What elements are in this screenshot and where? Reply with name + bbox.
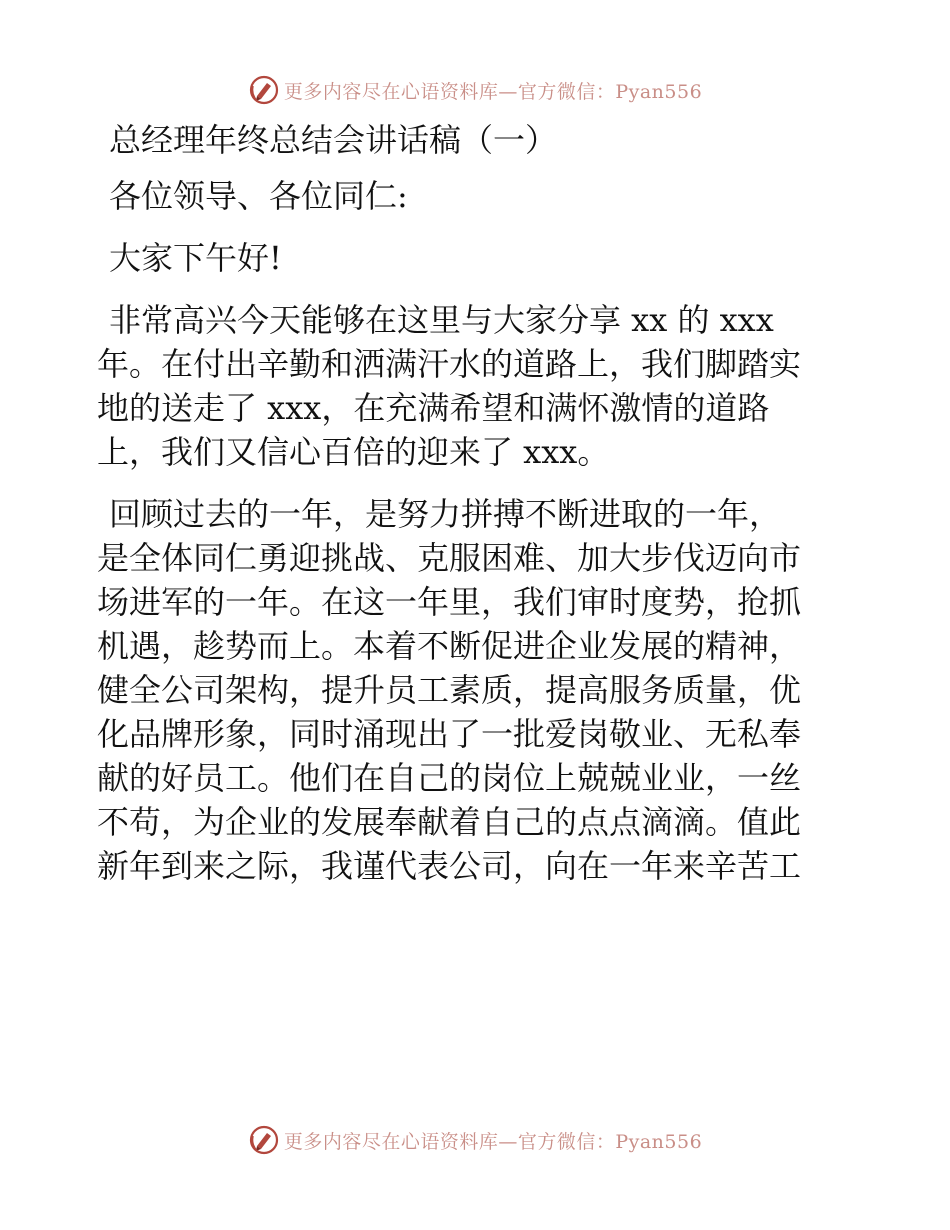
paragraph-1 (97, 298, 857, 474)
paragraph-line: 上，我们又信心百倍的迎来了 xxx。 (97, 433, 610, 471)
document-body (97, 118, 857, 906)
pen-logo-icon (248, 74, 280, 106)
paragraph-line: 非常高兴今天能够在这里与大家分享 xx 的 xxx (109, 301, 774, 339)
paragraph-line: 地的送走了 xxx，在充满希望和满怀激情的道路 (97, 389, 770, 427)
paragraph-line: 不苟，为企业的发展奉献着自己的点点滴滴。值此 (97, 803, 802, 841)
paragraph-line: 是全体同仁勇迎挑战、克服困难、加大步伐迈向市 (97, 539, 802, 577)
salutation: 各位领导、各位同仁: (109, 177, 408, 215)
watermark-text: 更多内容尽在心语资料库—官方微信：Pyan556 (283, 1130, 703, 1153)
paragraph-line: 新年到来之际，我谨代表公司，向在一年来辛苦工 (97, 847, 802, 885)
paragraph-2 (97, 492, 857, 888)
greeting: 大家下午好! (109, 239, 282, 277)
watermark-text: 更多内容尽在心语资料库—官方微信：Pyan556 (283, 80, 703, 103)
paragraph-line: 机遇，趁势而上。本着不断促进企业发展的精神， (97, 627, 802, 665)
paragraph-line: 献的好员工。他们在自己的岗位上兢兢业业，一丝 (97, 759, 802, 797)
header-watermark (0, 70, 950, 110)
paragraph-line: 年。在付出辛勤和洒满汗水的道路上，我们脚踏实 (97, 345, 802, 383)
paragraph-line: 化品牌形象，同时涌现出了一批爱岗敬业、无私奉 (97, 715, 802, 753)
document-title: 总经理年终总结会讲话稿（一） (109, 121, 558, 159)
footer-watermark (0, 1120, 950, 1160)
paragraph-line: 健全公司架构，提升员工素质，提高服务质量，优 (97, 671, 802, 709)
paragraph-line: 回顾过去的一年，是努力拼搏不断进取的一年， (109, 495, 782, 533)
paragraph-line: 场进军的一年。在这一年里，我们审时度势，抢抓 (97, 583, 802, 621)
pen-logo-icon (248, 1124, 280, 1156)
